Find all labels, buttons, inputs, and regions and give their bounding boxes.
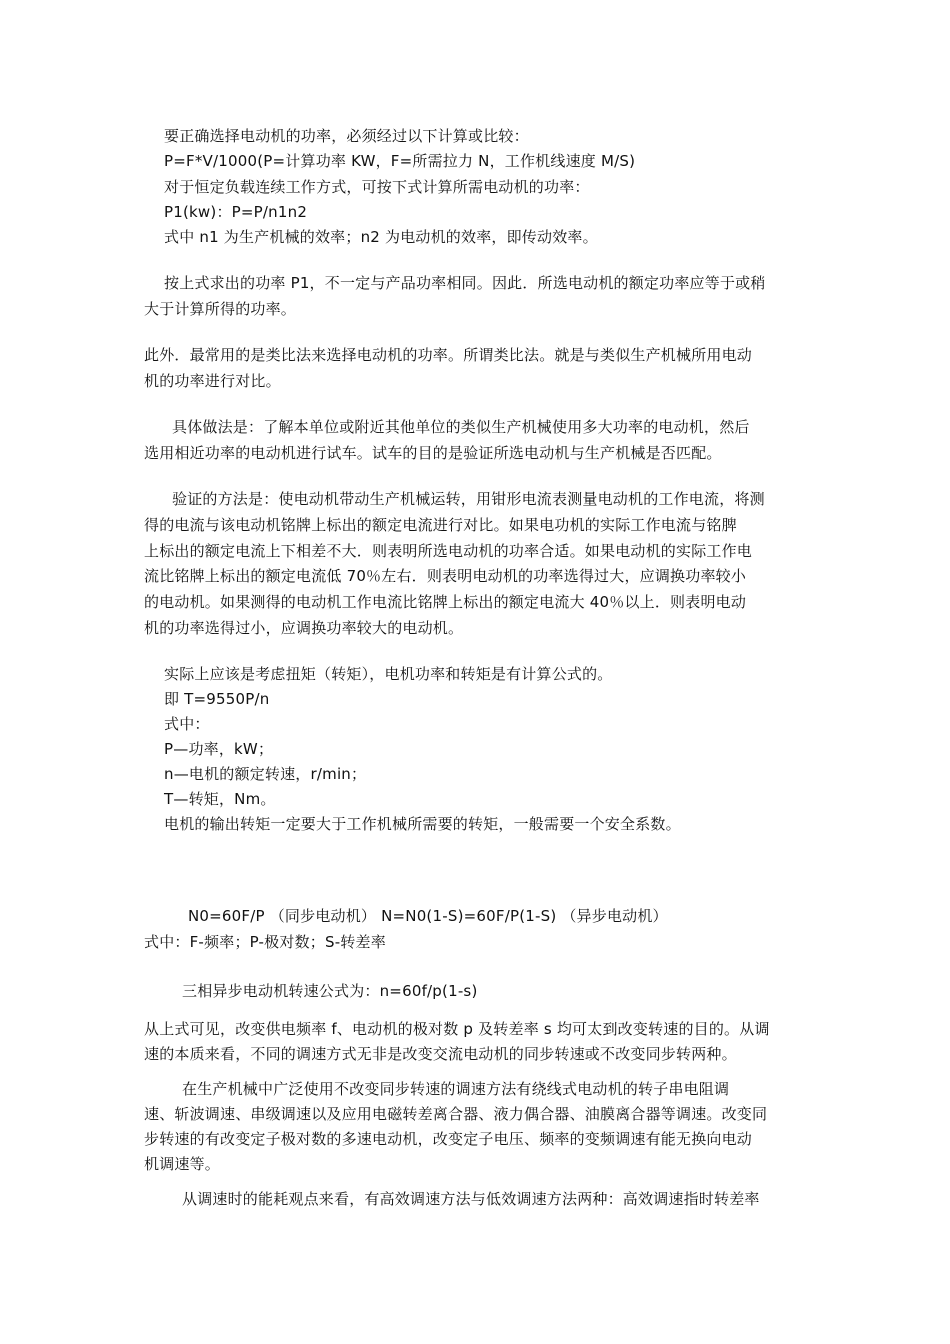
paragraph-line: 的电动机。如果测得的电动机工作电流比铭牌上标出的额定电流大 40％以上．则表明电动 <box>144 593 747 611</box>
paragraph-line: 按上式求出的功率 P1，不一定与产品功率相同。因此．所选电动机的额定功率应等于或稍 <box>164 274 766 292</box>
async-speed-formula: 三相异步电动机转速公式为：n=60f/p(1-s) <box>182 982 478 1000</box>
intro-line: 对于恒定负载连续工作方式，可按下式计算所需电动机的功率： <box>164 178 590 196</box>
power-formula: P=F*V/1000(P=计算功率 KW，F=所需拉力 N，工作机线速度 M/S) <box>164 152 636 170</box>
paragraph-line: 选用相近功率的电动机进行试车。试车的目的是验证所选电动机与生产机械是否匹配。 <box>144 444 722 462</box>
p1-formula: P1(kw)：P=P/n1n2 <box>164 203 308 221</box>
speed-formula-legend: 式中：F-频率；P-极对数；S-转差率 <box>144 933 386 951</box>
paragraph-line: 从调速时的能耗观点来看，有高效调速方法与低效调速方法两种：高效调速指时转差率 <box>182 1190 760 1208</box>
paragraph-line: 速、斩波调速、串级调速以及应用电磁转差离合器、液力偶合器、油膜离合器等调速。改变同 <box>144 1105 768 1123</box>
torque-line: 实际上应该是考虑扭矩（转矩），电机功率和转矩是有计算公式的。 <box>164 665 613 683</box>
torque-line: P—功率，kW； <box>164 740 274 758</box>
torque-line: 式中： <box>164 715 210 733</box>
paragraph-line: 机的功率进行对比。 <box>144 372 281 390</box>
paragraph-line: 具体做法是：了解本单位或附近其他单位的类似生产机械使用多大功率的电动机，然后 <box>172 418 750 436</box>
torque-formula: 即 T=9550P/n <box>164 690 270 708</box>
paragraph-line: 此外．最常用的是类比法来选择电动机的功率。所谓类比法。就是与类似生产机械所用电动 <box>144 346 753 364</box>
paragraph-line: 从上式可见，改变供电频率 f、电动机的极对数 p 及转差率 s 均可太到改变转速的目的。从调 <box>144 1020 770 1038</box>
paragraph-line: 步转速的有改变定子极对数的多速电动机，改变定子电压、频率的变频调速有能无换向电动 <box>144 1130 753 1148</box>
intro-line: 式中 n1 为生产机械的效率；n2 为电动机的效率，即传动效率。 <box>164 228 598 246</box>
paragraph-line: 大于计算所得的功率。 <box>144 300 297 318</box>
torque-line: 电机的输出转矩一定要大于工作机械所需要的转矩，一般需要一个安全系数。 <box>164 815 681 833</box>
torque-line: T—转矩，Nm。 <box>164 790 276 808</box>
paragraph-line: 速的本质来看，不同的调速方式无非是改变交流电动机的同步转速或不改变同步转两种。 <box>144 1045 737 1063</box>
paragraph-line: 上标出的额定电流上下相差不大．则表明所选电动机的功率合适。如果电动机的实际工作电 <box>144 542 753 560</box>
paragraph-line: 机的功率选得过小，应调换功率较大的电动机。 <box>144 619 464 637</box>
paragraph-line: 验证的方法是：使电动机带动生产机械运转，用钳形电流表测量电动机的工作电流，将测 <box>172 490 765 508</box>
speed-formula: N0=60F/P （同步电动机） N=N0(1-S)=60F/P(1-S) （异步电动机） <box>188 907 668 925</box>
torque-line: n—电机的额定转速，r/min； <box>164 765 367 783</box>
intro-line: 要正确选择电动机的功率，必须经过以下计算或比较： <box>164 127 529 145</box>
paragraph-line: 得的电流与该电动机铭牌上标出的额定电流进行对比。如果电功机的实际工作电流与铭脾 <box>144 516 737 534</box>
paragraph-line: 流比铭牌上标出的额定电流低 70％左右．则表明电动机的功率选得过大，应调换功率较小 <box>144 567 747 585</box>
paragraph-line: 在生产机械中广泛使用不改变同步转速的调速方法有绕线式电动机的转子串电阻调 <box>182 1080 730 1098</box>
paragraph-line: 机调速等。 <box>144 1155 221 1173</box>
